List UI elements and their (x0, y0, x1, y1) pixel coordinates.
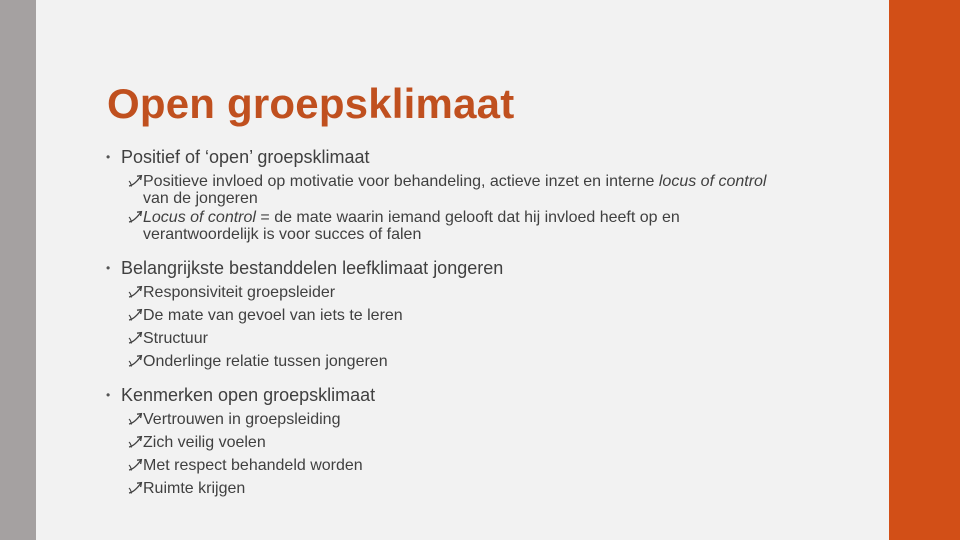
swoosh-arrow-icon (128, 210, 143, 224)
sub-bullet-text: Responsiviteit groepsleider (143, 284, 336, 301)
bullet-dot-icon: • (106, 388, 111, 402)
left-side-bar (0, 0, 36, 540)
sub-bullet-text-tail: = de mate waarin iemand gelooft dat hij invloed heeft op en verantwoordelijk is voor succes of falen (143, 209, 680, 243)
sub-bullet-list (106, 173, 786, 243)
swoosh-arrow-icon (128, 412, 143, 426)
bullet-heading (106, 383, 786, 407)
sub-bullet-emphasis: Locus of control (143, 209, 256, 226)
sub-bullet (106, 411, 786, 428)
sub-bullet-text: Positieve invloed op motivatie voor behandeling, actieve inzet en interne (143, 173, 659, 190)
bullet-heading-text: Positief of ‘open’ groepsklimaat (121, 147, 370, 167)
right-accent-bar (889, 0, 960, 540)
sub-bullet-text: Met respect behandeld worden (143, 457, 363, 474)
bullet-heading (106, 145, 786, 169)
swoosh-arrow-icon (128, 481, 143, 495)
slide-content (106, 145, 786, 497)
sub-bullet-text: Vertrouwen in groepsleiding (143, 411, 341, 428)
bullet-dot-icon: • (106, 261, 111, 275)
bullet-heading-text: Kenmerken open groepsklimaat (121, 385, 376, 405)
section-bestanddelen (106, 256, 786, 370)
sub-bullet (106, 480, 786, 497)
sub-bullet-text: Ruimte krijgen (143, 480, 246, 497)
sub-bullet-text: Onderlinge relatie tussen jongeren (143, 353, 388, 370)
bullet-heading-text: Belangrijkste bestanddelen leefklimaat jongeren (121, 258, 504, 278)
section-open-groepsklimaat (106, 145, 786, 243)
sub-bullet-list (106, 284, 786, 370)
section-kenmerken (106, 383, 786, 497)
swoosh-arrow-icon (128, 354, 143, 368)
sub-bullet-text: Structuur (143, 330, 208, 347)
swoosh-arrow-icon (128, 174, 143, 188)
sub-bullet-text: Zich veilig voelen (143, 434, 266, 451)
sub-bullet (106, 284, 786, 301)
sub-bullet (106, 353, 786, 370)
slide-title: Open groepsklimaat (107, 80, 515, 127)
sub-bullet (106, 457, 786, 474)
sub-bullet (106, 330, 786, 347)
swoosh-arrow-icon (128, 458, 143, 472)
sub-bullet (106, 307, 786, 324)
bullet-heading (106, 256, 786, 280)
swoosh-arrow-icon (128, 331, 143, 345)
sub-bullet-text-tail: van de jongeren (143, 190, 258, 207)
swoosh-arrow-icon (128, 285, 143, 299)
swoosh-arrow-icon (128, 435, 143, 449)
sub-bullet-list (106, 411, 786, 497)
sub-bullet (106, 434, 786, 451)
sub-bullet-text: De mate van gevoel van iets te leren (143, 307, 403, 324)
swoosh-arrow-icon (128, 308, 143, 322)
bullet-dot-icon: • (106, 150, 111, 164)
sub-bullet (106, 173, 786, 207)
sub-bullet-emphasis: locus of control (658, 173, 767, 190)
sub-bullet (106, 209, 786, 243)
